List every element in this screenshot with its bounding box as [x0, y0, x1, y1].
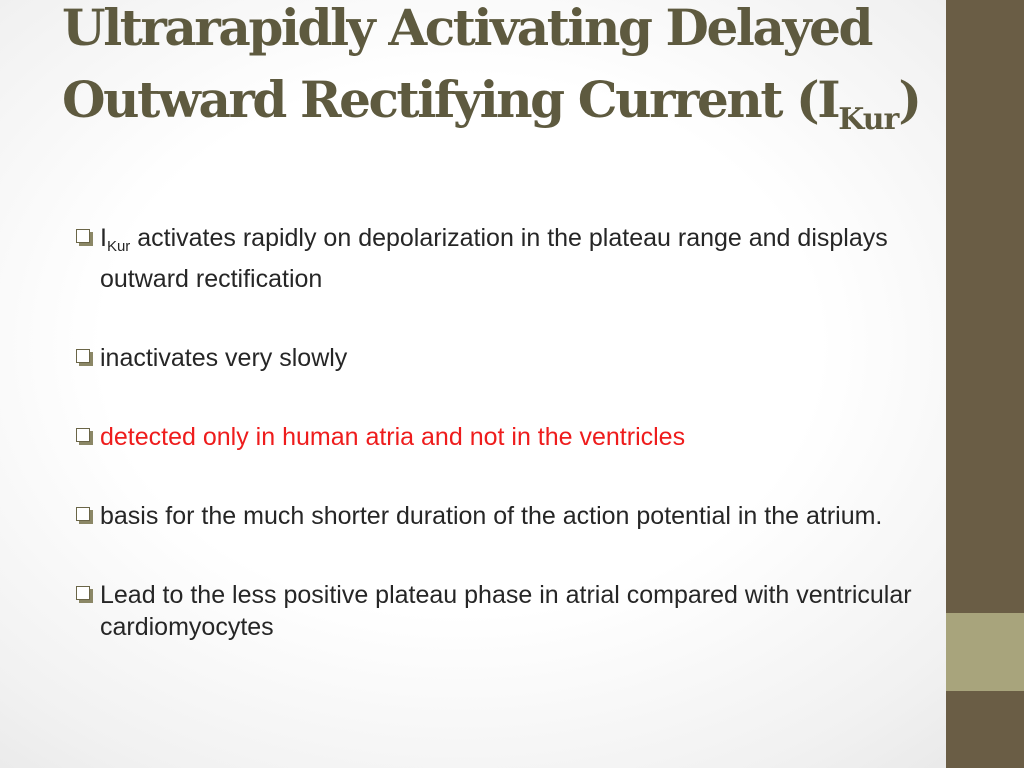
bullet-item [76, 500, 916, 532]
bullet-text: inactivates very slowly [100, 344, 348, 372]
bullet-item [76, 342, 916, 374]
square-bullet-icon [76, 507, 90, 521]
bullet-prefix: I [100, 224, 107, 252]
bullet-item [76, 421, 916, 453]
bullet-text: activates rapidly on depolarization in the plateau range and displays outward rectification [100, 224, 888, 293]
title-main: Ultrarapidly Activating Delayed Outward Rectifying Current (I [62, 0, 872, 129]
bullet-item [76, 579, 916, 643]
square-bullet-icon [76, 586, 90, 600]
square-bullet-icon [76, 349, 90, 363]
title-subscript: Kur [838, 102, 899, 137]
bullet-text: Lead to the less positive plateau phase in atrial compared with ventricular cardiomyocytes [100, 581, 912, 641]
square-bullet-icon [76, 229, 90, 243]
bullet-list [76, 222, 916, 643]
slide-title [62, 0, 942, 156]
bullet-text: basis for the much shorter duration of the action potential in the atrium. [100, 502, 883, 530]
title-close: ) [898, 70, 920, 129]
bullet-text-highlight: detected only in human atria and not in the ventricles [100, 423, 686, 451]
square-bullet-icon [76, 428, 90, 442]
bullet-subscript: Kur [106, 238, 131, 255]
sidebar-accent-block [946, 613, 1024, 691]
bullet-item [76, 222, 916, 295]
